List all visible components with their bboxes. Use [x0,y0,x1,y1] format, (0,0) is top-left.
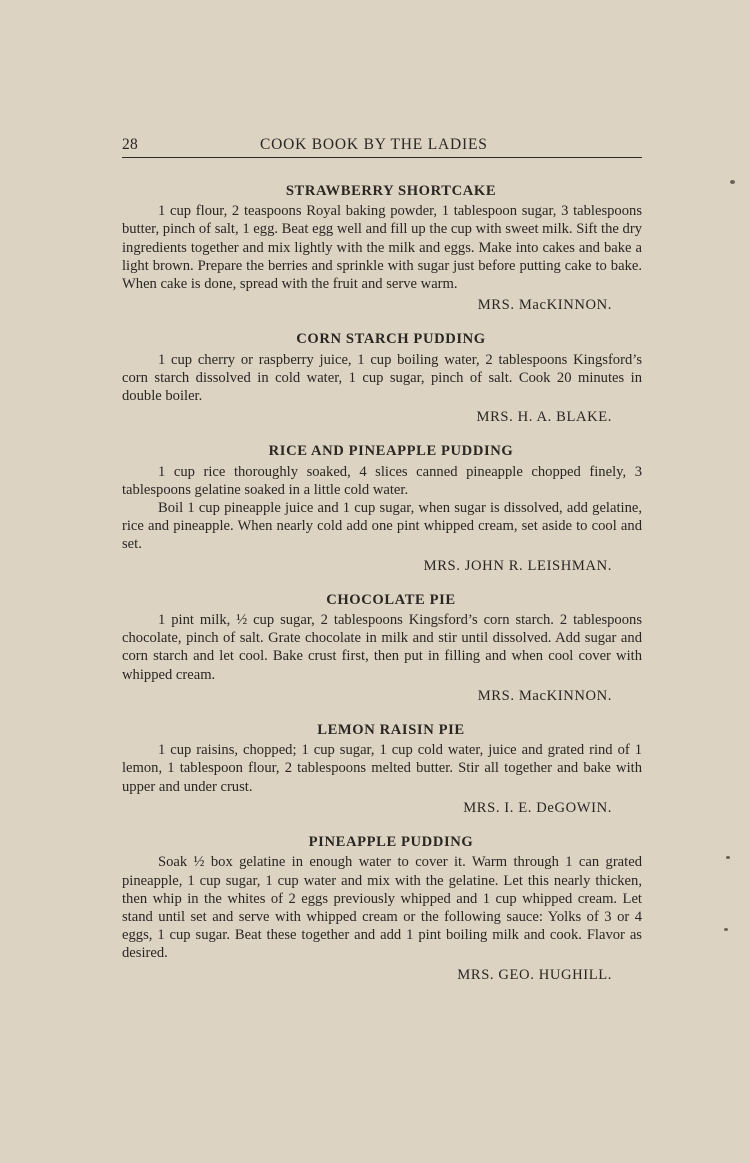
recipe-text: Soak ½ box gelatine in enough water to cover it. Warm through 1 can grated pineapple, 1 cup sugar, 1 cup water and mix with the gelatine. Let this nearly thicken, then whip in the whites of 2 eggs previously whipped and 1 cup whipped cream. Let stand until set and serve with whipped cream or the following sauce: Yolks of 3 or 4 eggs, 1 cup sugar. Beat these together and add 1 pint boiling milk and cook. Flavor as desired. [122,854,642,962]
recipe-rice-pineapple-pudding [122,442,642,574]
recipe-author: MRS. GEO. HUGHILL. [457,966,612,983]
recipe-title: CORN STARCH PUDDING [296,331,486,348]
recipe-author: MRS. I. E. DeGOWIN. [463,799,612,816]
recipe-author: MRS. MacKINNON. [477,297,612,314]
recipe-list [122,182,642,1000]
recipe-corn-starch-pudding [122,330,642,426]
recipe-title: CHOCOLATE PIE [326,591,456,608]
header-rule [122,157,642,158]
recipe-title: LEMON RAISIN PIE [317,722,465,739]
page-number: 28 [122,136,139,153]
recipe-chocolate-pie [122,591,642,705]
recipe-author: MRS. MacKINNON. [477,687,612,704]
recipe-text: 1 cup cherry or raspberry juice, 1 cup boiling water, 2 tablespoons Kingsford’s corn starch dissolved in cold water, 1 cup sugar, pinch of salt. Cook 20 minutes in double boiler. [122,351,642,405]
recipe-author: MRS. H. A. BLAKE. [476,409,612,426]
recipe-lemon-raisin-pie [122,721,642,817]
recipe-text: Boil 1 cup pineapple juice and 1 cup sugar, when sugar is dissolved, add gelatine, rice and pineapple. When nearly cold add one pint whipped cream, set aside to cool and set. [122,500,642,553]
recipe-text: 1 cup rice thoroughly soaked, 4 slices canned pineapple chopped finely, 3 tablespoons gelatine soaked in a little cold water. [122,463,642,498]
paper-speck [724,928,728,931]
recipe-strawberry-shortcake [122,182,642,314]
recipe-text: 1 cup flour, 2 teaspoons Royal baking powder, 1 tablespoon sugar, 3 tablespoons butter, pinch of salt, 1 egg. Beat egg well and fill up the cup with sweet milk. Sift the dry ingredients together and mix lightly with the milk and eggs. Make into cakes and bake a light brown. Prepare the berries and sprinkle with sugar just before putting cake to bake. When cake is done, spread with the fruit and serve warm. [122,203,642,293]
paper-speck [726,856,730,859]
recipe-title: RICE AND PINEAPPLE PUDDING [268,443,514,460]
recipe-text: 1 cup raisins, chopped; 1 cup sugar, 1 cup cold water, juice and grated rind of 1 lemon, 1 tablespoon flour, 2 tablespoons melted butter. Stir all together and bake with upper and under crust. [122,742,642,795]
running-title: COOK BOOK BY THE LADIES [260,136,488,153]
recipe-text: 1 pint milk, ½ cup sugar, 2 tablespoons Kingsford’s corn starch. 2 tablespoons chocolate, pinch of salt. Grate chocolate in milk and stir until dissolved. Add sugar and corn starch and let cool. Bake crust first, then put in filling and when cool cover with whipped cream. [122,612,642,683]
recipe-pineapple-pudding [122,833,642,984]
recipe-author: MRS. JOHN R. LEISHMAN. [423,557,612,574]
recipe-title: STRAWBERRY SHORTCAKE [285,183,497,199]
recipe-title: PINEAPPLE PUDDING [308,834,474,851]
paper-speck [730,180,735,184]
